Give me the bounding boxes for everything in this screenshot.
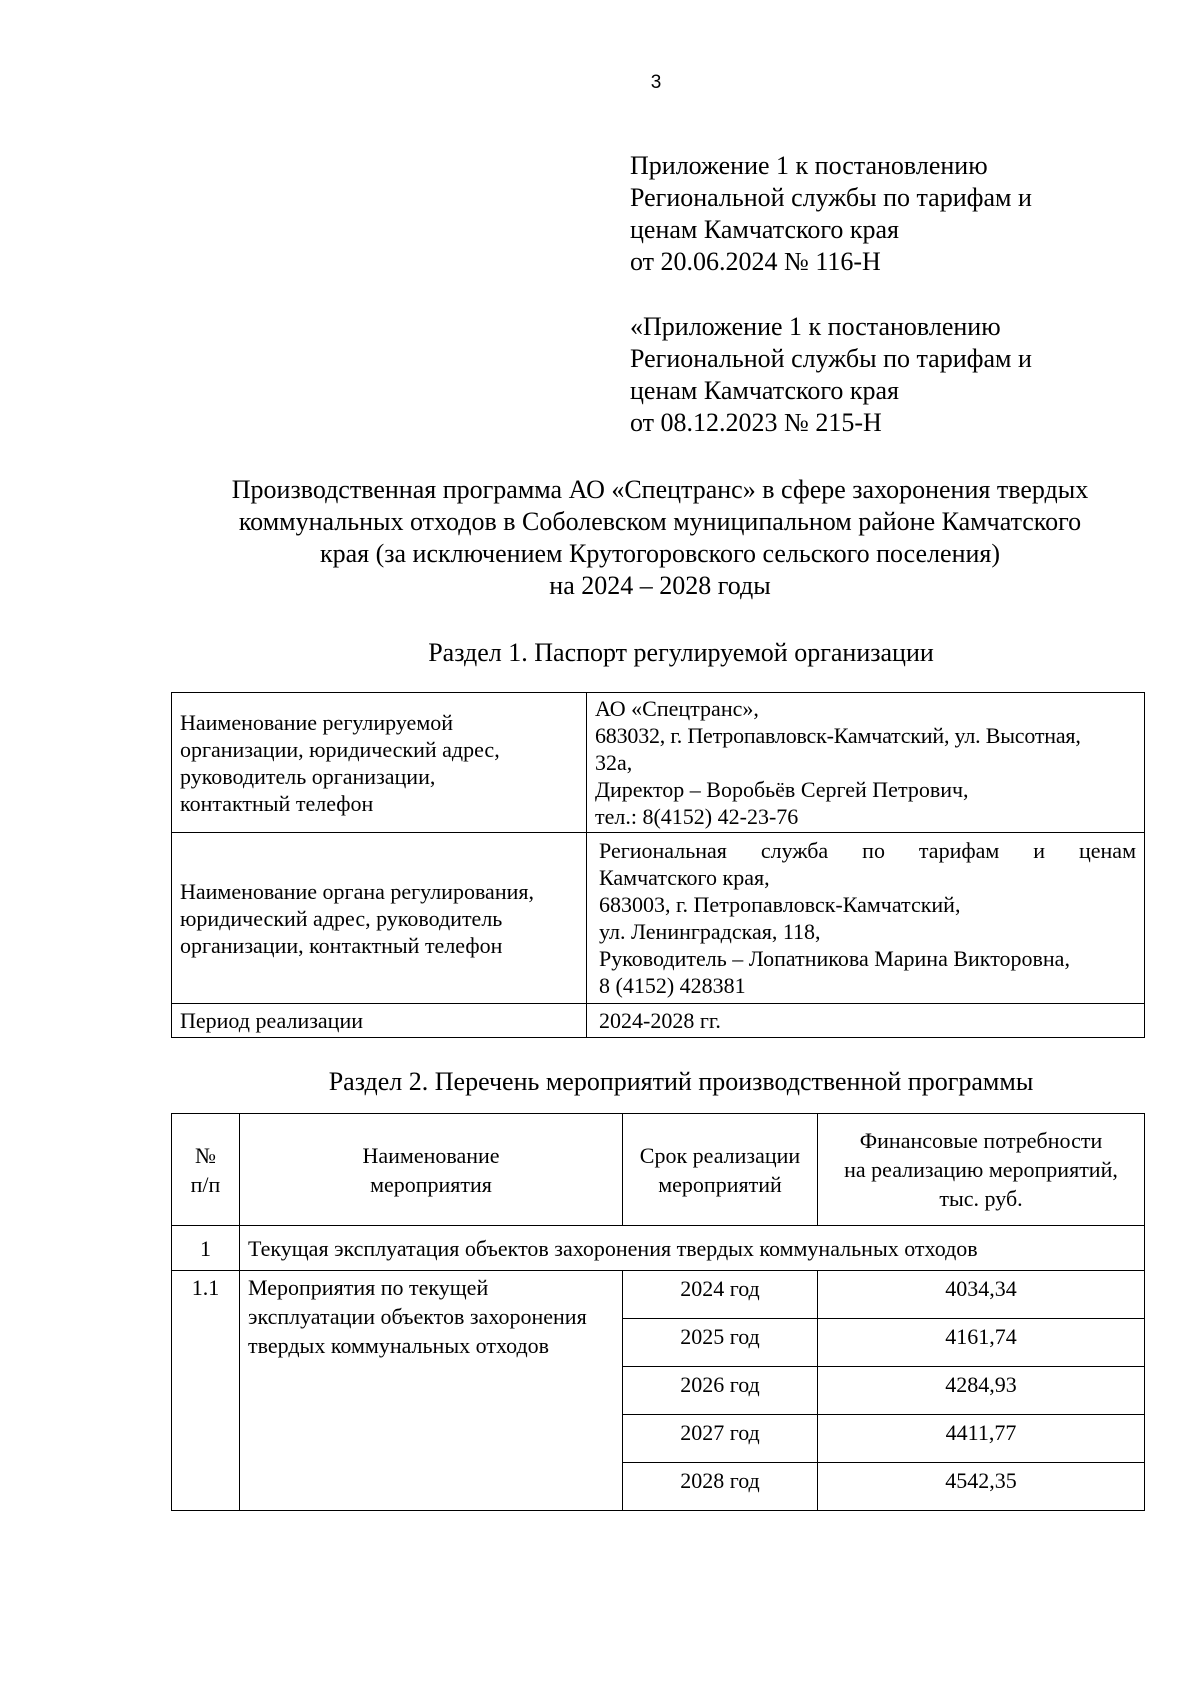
passport-value [587,833,1145,1004]
category-name: Текущая эксплуатация объектов захоронения твердых коммунальных отходов [240,1226,1145,1271]
item-name [240,1271,623,1511]
finance-cell: 4034,34 [818,1271,1145,1319]
passport-row-regulator [172,833,1145,1004]
value-line: 8 (4152) 428381 [599,973,746,998]
finance-cell: 4411,77 [818,1415,1145,1463]
passport-label [172,693,587,833]
passport-label [172,1004,587,1038]
passport-value [587,693,1145,833]
appendix-previous-line: от 08.12.2023 № 215-Н [630,408,882,437]
value-line: тел.: 8(4152) 42-23-76 [595,804,799,829]
header-term [623,1114,818,1226]
section-2-heading: Раздел 2. Перечень мероприятий производственной программы [328,1067,1034,1096]
label-line: организации, юридический адрес, [180,736,500,762]
header-line: на реализацию мероприятий, [844,1157,1118,1182]
term-cell: 2024 год [623,1271,818,1319]
header-num [172,1114,240,1226]
appendix-previous-line: «Приложение 1 к постановлению [630,312,1001,341]
passport-label [172,833,587,1004]
section-1-heading: Раздел 1. Паспорт регулируемой организации [428,638,934,667]
value-line: Региональная служба по тарифам и ценам [599,838,1136,863]
item-name-line: эксплуатации объектов захоронения [248,1304,587,1329]
title-line: края (за исключением Крутогоровского сельского поселения) [319,539,1001,568]
category-row [172,1226,1145,1271]
passport-table [171,692,1145,1038]
appendix-current-line: Региональной службы по тарифам и [630,183,1032,212]
header-line: тыс. руб. [939,1186,1023,1211]
events-header-row [172,1114,1145,1226]
header-line: Наименование [362,1142,500,1168]
appendix-previous [630,311,1190,439]
appendix-current-line: ценам Камчатского края [630,215,899,244]
term-cell: 2025 год [623,1319,818,1367]
page-number: 3 [650,72,662,93]
label-line: организации, контактный телефон [180,932,503,958]
label-line: Период реализации [180,1008,364,1033]
value-line: 683032, г. Петропавловск-Камчатский, ул. Высотная, [595,723,1081,748]
header-line: п/п [190,1171,221,1197]
value-line: Директор – Воробьёв Сергей Петрович, [595,777,969,802]
item-num: 1.1 [172,1271,240,1511]
table-row [172,1271,1145,1319]
appendix-previous-line: Региональной службы по тарифам и [630,344,1032,373]
header-line: Финансовые потребности [859,1128,1103,1153]
appendix-current [630,150,1190,278]
label-line: Наименование органа регулирования, [180,878,534,904]
value-line: 32а, [595,750,633,775]
finance-cell: 4161,74 [818,1319,1145,1367]
header-finance [818,1114,1145,1226]
header-name [240,1114,623,1226]
appendix-current-line: Приложение 1 к постановлению [630,151,988,180]
header-line: мероприятия [370,1171,492,1197]
category-num: 1 [172,1226,240,1271]
term-cell: 2026 год [623,1367,818,1415]
document-title [150,474,1170,602]
value-line: АО «Спецтранс», [595,696,759,721]
label-line: Наименование регулируемой [180,709,454,735]
appendix-current-line: от 20.06.2024 № 116-Н [630,247,881,276]
value-line: 2024-2028 гг. [599,1008,721,1033]
title-line: коммунальных отходов в Соболевском муниципальном районе Камчатского [238,507,1082,536]
title-line: Производственная программа АО «Спецтранс» в сфере захоронения твердых [231,475,1089,504]
header-line: № [195,1142,216,1168]
passport-row-period [172,1004,1145,1038]
label-line: руководитель организации, [180,763,436,789]
passport-value [587,1004,1145,1038]
term-cell: 2027 год [623,1415,818,1463]
value-line: 683003, г. Петропавловск-Камчатский, [599,892,961,917]
label-line: юридический адрес, руководитель [180,905,503,931]
appendix-previous-line: ценам Камчатского края [630,376,899,405]
header-line: мероприятий [658,1171,782,1197]
value-line: Руководитель – Лопатникова Марина Викторовна, [599,946,1070,971]
label-line: контактный телефон [180,790,374,816]
events-table [171,1113,1145,1511]
term-cell: 2028 год [623,1463,818,1511]
header-line: Срок реализации [639,1142,801,1168]
title-line: на 2024 – 2028 годы [549,571,771,600]
item-name-line: Мероприятия по текущей [248,1275,489,1300]
finance-cell: 4542,35 [818,1463,1145,1511]
passport-row-organization [172,693,1145,833]
item-name-line: твердых коммунальных отходов [248,1333,550,1358]
value-line: Камчатского края, [599,865,770,890]
finance-cell: 4284,93 [818,1367,1145,1415]
value-line: ул. Ленинградская, 118, [599,919,821,944]
